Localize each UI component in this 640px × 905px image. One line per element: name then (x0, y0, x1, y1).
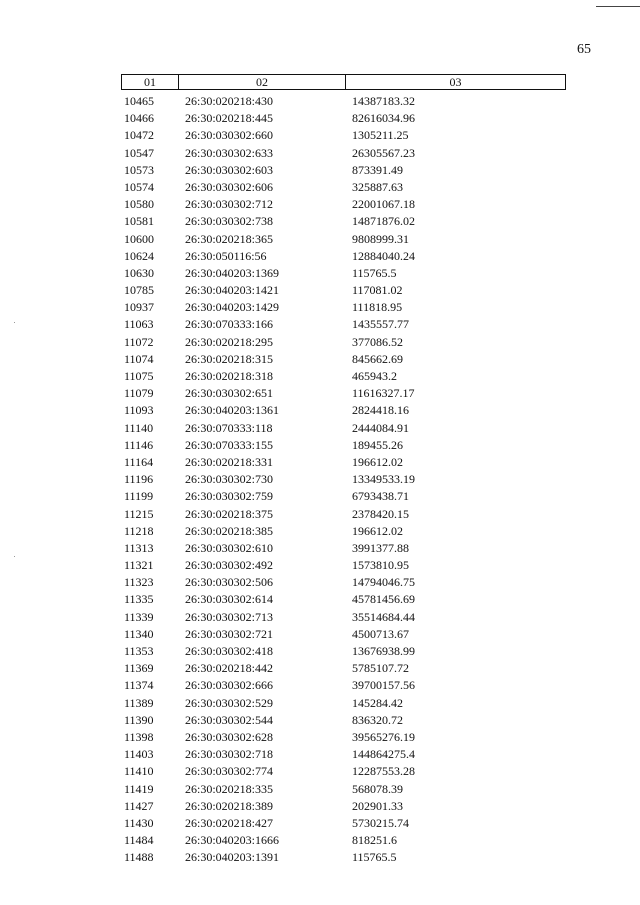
table-cell-01: 11389 (124, 695, 154, 710)
table-header (121, 74, 566, 90)
table-cell-01: 11353 (124, 644, 154, 658)
table-row (121, 557, 564, 574)
table-cell-03: 845662.69 (352, 351, 403, 366)
table-cell-03: 13349533.19 (352, 472, 415, 487)
table-cell-03: 202901.33 (352, 798, 403, 813)
table-cell-02: 26:30:030302:606 (185, 179, 274, 194)
table-cell-02: 26:30:040203:1369 (185, 265, 280, 280)
table-cell-01: 11339 (124, 609, 154, 624)
table-cell-02: 26:30:030302:544 (185, 712, 274, 727)
table-row (121, 179, 564, 196)
table-cell-01: 10624 (124, 248, 154, 263)
table-cell-02: 26:30:040203:1391 (185, 850, 280, 865)
table-cell-02: 26:30:020218:445 (185, 111, 274, 126)
table-cell-02: 26:30:030302:492 (185, 558, 274, 573)
table-row (121, 471, 564, 488)
table-cell-02: 26:30:030302:418 (185, 644, 274, 658)
table-cell-02: 26:30:050116:56 (185, 248, 267, 263)
table-row (121, 591, 564, 608)
table-cell-02: 26:30:020218:318 (185, 369, 274, 383)
table-row (121, 248, 564, 265)
table-cell-01: 10580 (124, 197, 154, 212)
table-cell-02: 26:30:030302:610 (185, 540, 274, 555)
table-cell-02: 26:30:030302:713 (185, 609, 274, 624)
table-cell-01: 10573 (124, 162, 154, 177)
table-cell-01: 11075 (124, 369, 154, 383)
table-row (121, 282, 564, 299)
table-cell-01: 11199 (124, 489, 154, 504)
table-cell-01: 11164 (124, 454, 154, 469)
table-cell-03: 115765.5 (352, 850, 397, 865)
table-row (121, 781, 564, 798)
table-cell-01: 10574 (124, 179, 154, 194)
table-cell-02: 26:30:030302:666 (185, 678, 274, 693)
table-row (121, 729, 564, 746)
table-cell-03: 11616327.17 (352, 386, 415, 401)
table-cell-03: 14387183.32 (352, 94, 415, 108)
table-row (121, 368, 564, 385)
table-cell-02: 26:30:030302:628 (185, 729, 274, 744)
table-cell-02: 26:30:040203:1666 (185, 833, 280, 848)
table-cell-03: 22001067.18 (352, 197, 415, 212)
table-cell-02: 26:30:030302:660 (185, 128, 274, 143)
table-cell-01: 11430 (124, 815, 154, 830)
table-cell-03: 111818.95 (352, 300, 403, 315)
table-cell-01: 11313 (124, 540, 154, 555)
table-cell-02: 26:30:030302:712 (185, 197, 274, 212)
table-cell-02: 26:30:040203:1421 (185, 283, 280, 298)
table-cell-02: 26:30:020218:389 (185, 798, 274, 813)
table-row (121, 506, 564, 523)
table-cell-03: 45781456.69 (352, 592, 415, 607)
table-cell-01: 11323 (124, 575, 154, 590)
table-row (121, 420, 564, 437)
table-cell-02: 26:30:030302:651 (185, 386, 274, 401)
table-row (121, 746, 564, 763)
table-cell-01: 11427 (124, 798, 154, 813)
top-rule (596, 6, 640, 7)
table-cell-03: 836320.72 (352, 712, 403, 727)
page-number: 65 (577, 42, 591, 57)
table-row (121, 626, 564, 643)
table-row (121, 815, 564, 832)
table-row (121, 660, 564, 677)
table-row (121, 351, 564, 368)
table-cell-01: 11390 (124, 712, 154, 727)
table-row (121, 695, 564, 712)
table-cell-03: 9808999.31 (352, 231, 409, 246)
table-cell-01: 11484 (124, 833, 154, 848)
table-row (121, 763, 564, 780)
table-cell-03: 568078.39 (352, 781, 403, 796)
table-cell-02: 26:30:030302:738 (185, 214, 274, 229)
table-cell-01: 11218 (124, 523, 154, 538)
table-row (121, 609, 564, 626)
table-cell-02: 26:30:020218:375 (185, 506, 274, 521)
scan-speck (14, 322, 15, 323)
table-row (121, 643, 564, 660)
table-cell-01: 11140 (124, 420, 154, 435)
table-cell-01: 11335 (124, 592, 154, 607)
table-cell-01: 10630 (124, 265, 154, 280)
table-cell-03: 26305567.23 (352, 145, 415, 160)
table-row (121, 677, 564, 694)
table-cell-03: 115765.5 (352, 265, 397, 280)
table-row (121, 488, 564, 505)
table-cell-02: 26:30:030302:774 (185, 764, 274, 779)
table-cell-01: 11419 (124, 781, 154, 796)
table-row (121, 213, 564, 230)
table-cell-03: 196612.02 (352, 454, 403, 469)
table-row (121, 93, 564, 110)
table-cell-02: 26:30:030302:759 (185, 489, 274, 504)
table-cell-03: 1305211.25 (352, 128, 409, 143)
table-cell-01: 10547 (124, 145, 154, 160)
table-cell-02: 26:30:020218:430 (185, 94, 274, 108)
table-cell-02: 26:30:070333:166 (185, 317, 274, 332)
table-row (121, 231, 564, 248)
table-cell-03: 13676938.99 (352, 644, 415, 658)
table-cell-01: 10600 (124, 231, 154, 246)
table-cell-02: 26:30:030302:529 (185, 695, 274, 710)
table-cell-01: 10937 (124, 300, 154, 315)
table-cell-02: 26:30:020218:331 (185, 454, 274, 469)
table-cell-03: 2444084.91 (352, 420, 409, 435)
table-body (121, 93, 564, 866)
table-cell-01: 11340 (124, 626, 154, 641)
table-cell-01: 11196 (124, 472, 154, 487)
table-row (121, 832, 564, 849)
table-cell-02: 26:30:030302:721 (185, 626, 274, 641)
column-header-03: 03 (449, 75, 462, 89)
table-cell-02: 26:30:030302:730 (185, 472, 274, 487)
table-cell-03: 35514684.44 (352, 609, 415, 624)
table-cell-01: 11410 (124, 764, 154, 779)
table-row (121, 127, 564, 144)
table-cell-01: 11369 (124, 661, 154, 676)
table-row (121, 437, 564, 454)
table-row (121, 454, 564, 471)
table-row (121, 334, 564, 351)
table-cell-03: 12287553.28 (352, 764, 415, 779)
table-cell-03: 39700157.56 (352, 678, 415, 693)
table-cell-02: 26:30:030302:603 (185, 162, 274, 177)
table-cell-01: 11072 (124, 334, 154, 349)
scan-speck (14, 556, 15, 557)
table-cell-01: 11093 (124, 403, 154, 418)
table-cell-02: 26:30:040203:1429 (185, 300, 280, 315)
table-cell-03: 1435557.77 (352, 317, 409, 332)
table-cell-03: 377086.52 (352, 334, 403, 349)
table-cell-03: 818251.6 (352, 833, 397, 848)
table-cell-01: 11079 (124, 386, 154, 401)
table-cell-03: 144864275.4 (352, 747, 415, 762)
table-cell-03: 6793438.71 (352, 489, 409, 504)
table-cell-03: 465943.2 (352, 369, 397, 383)
table-cell-01: 10785 (124, 283, 154, 298)
table-cell-01: 10472 (124, 128, 154, 143)
table-cell-03: 3991377.88 (352, 540, 409, 555)
table-cell-03: 117081.02 (352, 283, 403, 298)
table-row (121, 265, 564, 282)
table-cell-02: 26:30:020218:442 (185, 661, 274, 676)
table-cell-03: 4500713.67 (352, 626, 409, 641)
table-cell-02: 26:30:030302:614 (185, 592, 274, 607)
table-cell-01: 10581 (124, 214, 154, 229)
table-row (121, 523, 564, 540)
table-cell-03: 189455.26 (352, 437, 403, 452)
table-cell-02: 26:30:020218:295 (185, 334, 274, 349)
table-row (121, 299, 564, 316)
table-cell-03: 12884040.24 (352, 248, 415, 263)
table-cell-02: 26:30:040203:1361 (185, 403, 280, 418)
table-cell-03: 196612.02 (352, 523, 403, 538)
table-cell-02: 26:30:020218:365 (185, 231, 274, 246)
table-cell-03: 5785107.72 (352, 661, 409, 676)
table-cell-01: 11488 (124, 850, 154, 865)
table-row (121, 798, 564, 815)
table-cell-01: 11215 (124, 506, 154, 521)
table-cell-02: 26:30:030302:633 (185, 145, 274, 160)
table-row (121, 162, 564, 179)
table-cell-03: 14871876.02 (352, 214, 415, 229)
table-cell-01: 11374 (124, 678, 154, 693)
table-cell-02: 26:30:070333:155 (185, 437, 274, 452)
table-cell-02: 26:30:030302:506 (185, 575, 274, 590)
table-cell-01: 11074 (124, 351, 154, 366)
table-row (121, 712, 564, 729)
table-cell-01: 11398 (124, 729, 154, 744)
table-cell-01: 10466 (124, 111, 154, 126)
table-cell-02: 26:30:020218:427 (185, 815, 274, 830)
table-cell-03: 2824418.16 (352, 403, 409, 418)
table-cell-03: 2378420.15 (352, 506, 409, 521)
table-cell-03: 39565276.19 (352, 729, 415, 744)
table-cell-01: 11321 (124, 558, 154, 573)
table-cell-02: 26:30:020218:315 (185, 351, 274, 366)
table-cell-02: 26:30:020218:335 (185, 781, 274, 796)
table-cell-02: 26:30:070333:118 (185, 420, 273, 435)
table-cell-02: 26:30:020218:385 (185, 523, 274, 538)
table-cell-03: 14794046.75 (352, 575, 415, 590)
column-header-01: 01 (122, 75, 179, 89)
table-row (121, 574, 564, 591)
table-cell-02: 26:30:030302:718 (185, 747, 274, 762)
table-cell-01: 10465 (124, 94, 154, 108)
table-cell-01: 11403 (124, 747, 154, 762)
table-row (121, 385, 564, 402)
table-row (121, 316, 564, 333)
table-row (121, 849, 564, 866)
table-row (121, 196, 564, 213)
table-cell-01: 11063 (124, 317, 154, 332)
table-row (121, 402, 564, 419)
table-cell-03: 873391.49 (352, 162, 403, 177)
table-row (121, 145, 564, 162)
table-cell-03: 145284.42 (352, 695, 403, 710)
table-cell-03: 1573810.95 (352, 558, 409, 573)
column-header-02: 02 (179, 75, 346, 89)
table-cell-01: 11146 (124, 437, 154, 452)
table-cell-03: 82616034.96 (352, 111, 415, 126)
table-row (121, 110, 564, 127)
table-row (121, 540, 564, 557)
table-cell-03: 5730215.74 (352, 815, 409, 830)
table-cell-03: 325887.63 (352, 179, 403, 194)
